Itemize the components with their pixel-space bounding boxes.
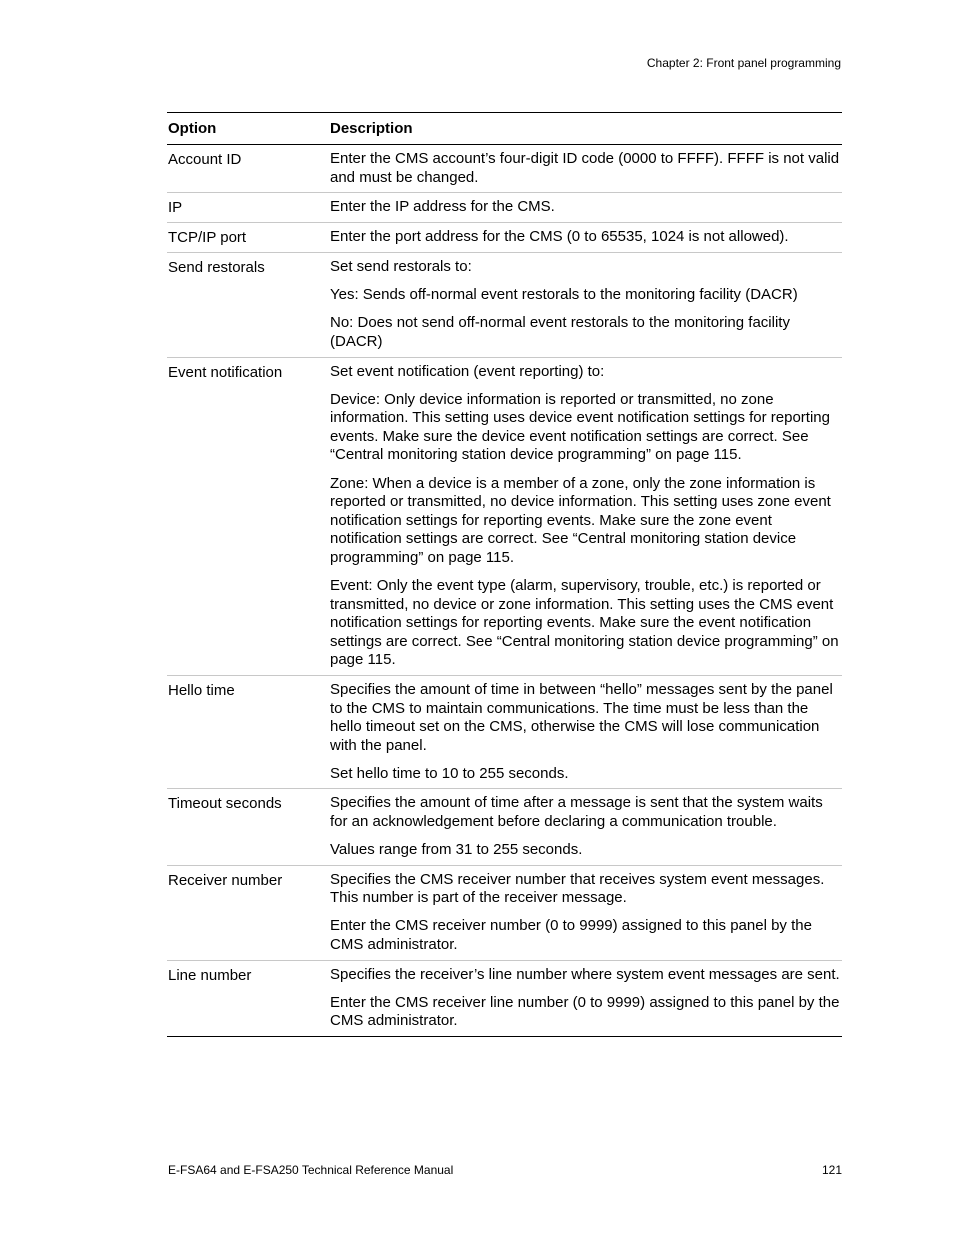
table-row (167, 865, 842, 960)
option-name: Hello time (168, 681, 235, 699)
option-description (330, 966, 842, 1031)
option-description (330, 198, 842, 217)
table-row (167, 145, 842, 192)
description-paragraph: Enter the CMS account’s four-digit ID code (0000 to FFFF). FFFF is not valid and must be changed. (330, 150, 840, 186)
manual-title: E-FSA64 and E-FSA250 Technical Reference Manual (168, 1163, 454, 1177)
option-name: Send restorals (168, 259, 265, 277)
option-name: IP (168, 199, 183, 217)
table-body (167, 145, 842, 1036)
description-paragraph: Set hello time to 10 to 255 seconds. (330, 764, 569, 782)
description-paragraph: No: Does not send off-normal event restorals to the monitoring facility (DACR) (330, 314, 790, 350)
option-name: TCP/IP port (168, 229, 247, 247)
table-row (167, 222, 842, 252)
option-description (330, 258, 842, 351)
description-paragraph: Enter the CMS receiver number (0 to 9999) assigned to this panel by the CMS administrator. (330, 917, 812, 953)
description-paragraph: Set event notification (event reporting) to: (330, 362, 605, 380)
option-name: Timeout seconds (168, 795, 282, 813)
table-row (167, 788, 842, 864)
option-description (330, 363, 842, 670)
description-paragraph: Enter the CMS receiver line number (0 to 9999) assigned to this panel by the CMS administrator. (330, 993, 840, 1030)
description-paragraph: Set send restorals to: (330, 258, 472, 276)
description-paragraph: Zone: When a device is a member of a zone, only the zone information is reported or transmitted, no device information. This setting uses zone event notification settings for reporting events. Make sure the zone event notification settings are correct. See “Central monitoring station device programming” on page 115. (330, 474, 831, 566)
options-table (167, 112, 842, 1037)
description-paragraph: Event: Only the event type (alarm, supervisory, trouble, etc.) is reported or transmitted, no device or zone information. This setting uses the CMS event notification settings for reporting events. Make sure the event notification settings are correct. See “Central monitoring station device programming” on page 115. (330, 577, 839, 669)
table-row (167, 675, 842, 788)
description-paragraph: Specifies the CMS receiver number that receives system event messages. This number is part of the receiver message. (330, 870, 825, 907)
option-name: Account ID (168, 151, 242, 168)
description-paragraph: Enter the port address for the CMS (0 to 65535, 1024 is not allowed). (330, 228, 789, 246)
column-header-description: Description (330, 120, 413, 137)
column-header-option: Option (168, 120, 217, 137)
description-paragraph: Yes: Sends off-normal event restorals to the monitoring facility (DACR) (330, 286, 798, 304)
description-paragraph: Values range from 31 to 255 seconds. (330, 841, 583, 859)
table-row (167, 252, 842, 356)
option-description (330, 228, 842, 247)
description-paragraph: Device: Only device information is reported or transmitted, no zone information. This setting uses device event notification settings for reporting events. Make sure the device event notification settings are correct. See “Central monitoring station device programming” on page 115. (330, 390, 830, 464)
running-header: Chapter 2: Front panel programming (646, 56, 841, 70)
option-description (330, 150, 842, 187)
description-paragraph: Enter the IP address for the CMS. (330, 198, 555, 216)
table-row (167, 192, 842, 222)
option-description (330, 681, 842, 783)
description-paragraph: Specifies the amount of time after a message is sent that the system waits for an acknowledgement before declaring a communication trouble. (330, 794, 823, 831)
description-paragraph: Specifies the amount of time in between “hello” messages sent by the panel to the CMS to maintain communications. The time must be less than the hello timeout set on the CMS, otherwise the CMS will lose communication with the panel. (330, 680, 833, 754)
running-footer (168, 1162, 842, 1178)
description-paragraph: Specifies the receiver’s line number where system event messages are sent. (330, 965, 840, 983)
option-description (330, 794, 842, 859)
option-name: Event notification (168, 363, 283, 381)
table-header-row (167, 113, 842, 145)
table-row (167, 960, 842, 1036)
page-number: 121 (821, 1163, 842, 1177)
table-row (167, 357, 842, 675)
option-name: Line number (168, 966, 252, 984)
option-name: Receiver number (168, 871, 283, 889)
option-description (330, 871, 842, 955)
